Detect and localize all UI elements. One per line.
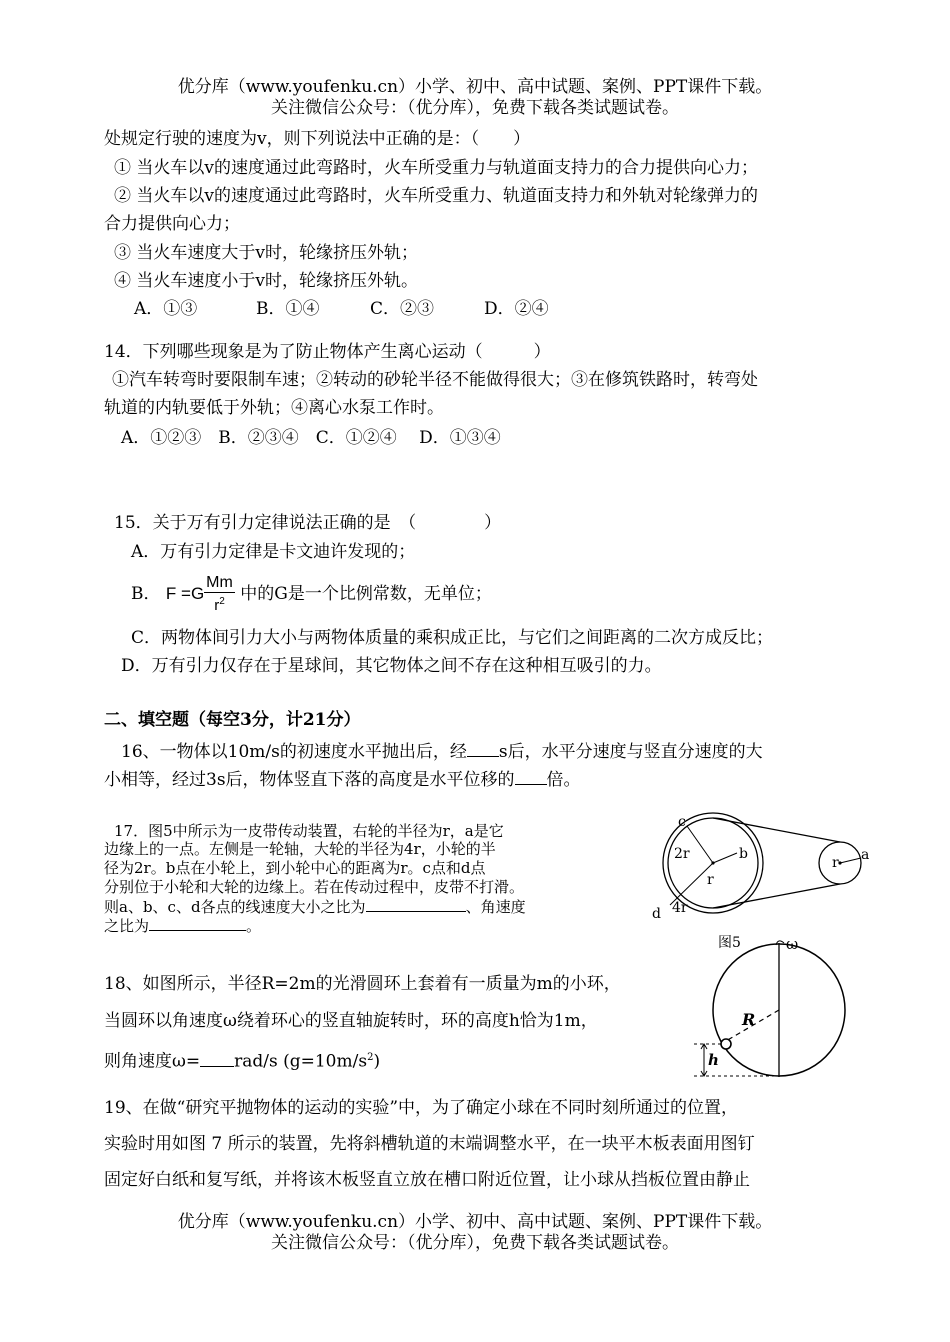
footer-line-1: 优分库（www.youfenku.cn）小学、初中、高中试题、案例、PPT课件下载。 — [177, 1212, 773, 1232]
q15-option-c: C．两物体间引力大小与两物体质量的乘积成正比，与它们之间距离的二次方成反比； — [131, 628, 774, 648]
label-omega: ω — [786, 935, 799, 953]
q19-line-3: 固定好白纸和复写纸，并将该木板竖直立放在槽口附近位置，让小球从挡板位置由静止 — [104, 1170, 750, 1190]
q16-blank-1[interactable] — [467, 740, 499, 757]
q18-line-2: 当圆环以角速度ω绕着环心的竖直轴旋转时，环的高度h恰为1m， — [104, 1011, 598, 1031]
center-dot-right — [838, 861, 841, 864]
q17-line-3: 径为2r。b点在小轮上，到小轮中心的距离为r。c点和d点 — [104, 859, 486, 877]
q15-stem: 15．关于万有引力定律说法正确的是 （ ） — [114, 513, 502, 533]
label-a: a — [861, 847, 870, 863]
q13-statement-3: ③ 当火车速度大于v时，轮缘挤压外轨； — [114, 243, 419, 263]
radius-to-c — [687, 826, 713, 863]
q18-blank[interactable] — [200, 1050, 234, 1067]
q18-line-3: 则角速度ω= rad/s $(g=10m/s^2)$ — [104, 1051, 381, 1072]
small-ring-bead — [721, 1039, 731, 1049]
q15-formula-numerator: Mm — [206, 574, 233, 591]
q16-line-1: 16、一物体以10m/s的初速度水平抛出后，经 s后，水平分速度与竖直分速度的大 — [121, 742, 763, 762]
q15-formula-lhs: F =G — [165, 584, 205, 603]
q14-body-1: ①汽车转弯时要限制车速；②转动的砂轮半径不能做得很大；③在修筑铁路时，转弯处 — [112, 370, 758, 390]
q13-option-c: C．②③ — [370, 299, 435, 319]
q16-blank-2[interactable] — [515, 768, 547, 785]
q13-statement-2a: ② 当火车以v的速度通过此弯路时，火车所受重力、轨道面支持力和外轨对轮缘弹力的 — [114, 186, 759, 206]
q15-option-b-prefix: B． — [131, 584, 161, 604]
belt-top — [713, 818, 840, 842]
radius-to-b — [713, 853, 737, 863]
label-r-right: r — [832, 855, 839, 871]
q17-line-1: 17．图5中所示为一皮带传动装置，右轮的半径为r，a是它 — [114, 822, 504, 840]
figure-5-belt-drive — [640, 808, 880, 951]
header-line-1: 优分库（www.youfenku.cn）小学、初中、高中试题、案例、PPT课件下载。 — [177, 77, 773, 97]
q13-statement-2b: 合力提供向心力； — [104, 214, 240, 234]
label-d: d — [652, 906, 661, 922]
q19-line-1: 19、在做“研究平抛物体的运动的实验”中，为了确定小球在不同时刻所通过的位置， — [104, 1098, 739, 1118]
figure-rotating-ring — [690, 935, 855, 1085]
label-c: c — [678, 814, 686, 830]
q14-options: A．①②③ B．②③④ C．①②④ D．①③④ — [121, 428, 501, 448]
section-2-title: 二、填空题（每空3分，计21分） — [104, 710, 361, 730]
q15-option-b-suffix: 中的G是一个比例常数，无单位； — [240, 584, 492, 604]
q15-option-d: D．万有引力仅存在于星球间，其它物体之间不存在这种相互吸引的力。 — [121, 656, 662, 676]
header-line-2: 关注微信公众号：（优分库），免费下载各类试题试卷。 — [271, 98, 679, 118]
q19-line-2: 实验时用如图 7 所示的装置，先将斜槽轨道的末端调整水平，在一块平木板表面用图钉 — [104, 1134, 755, 1154]
q14-body-2: 轨道的内轨要低于外轨；④离心水泵工作时。 — [104, 398, 444, 418]
q17-line-4: 分别位于小轮和大轮的边缘上。若在传动过程中，皮带不打滑。 — [104, 878, 525, 896]
q13-option-b: B．①④ — [256, 299, 320, 319]
q15-formula-fraction — [204, 574, 235, 615]
q13-statement-1: ① 当火车以v的速度通过此弯路时，火车所受重力与轨道面支持力的合力提供向心力； — [114, 158, 759, 178]
q18-line-1: 18、如图所示，半径R=2m的光滑圆环上套着有一质量为m的小环， — [104, 974, 621, 994]
label-b: b — [739, 846, 748, 862]
q16-line-2: 小相等，经过3s后，物体竖直下落的高度是水平位移的 倍。 — [104, 770, 581, 790]
q17-line-2: 边缘上的一点。左侧是一轮轴，大轮的半径为4r，小轮的半 — [104, 840, 496, 858]
label-h: h — [708, 1051, 719, 1069]
q13-option-d: D．②④ — [484, 299, 549, 319]
label-4r: 4r — [672, 900, 688, 916]
q15-option-a: A．万有引力定律是卡文迪许发现的； — [131, 542, 416, 562]
center-dot-left — [711, 861, 714, 864]
radius-to-a — [840, 858, 861, 863]
figure-5-caption: 图5 — [718, 935, 741, 951]
q17-blank-1[interactable] — [366, 897, 466, 912]
label-2r: 2r — [674, 846, 690, 862]
q13-stem: 处规定行驶的速度为v，则下列说法中正确的是：（ ） — [104, 129, 531, 149]
q15-formula-denominator: $r^2$ — [214, 596, 225, 614]
q17-blank-2[interactable] — [149, 916, 246, 931]
label-r-center: r — [707, 872, 714, 888]
q13-statement-4: ④ 当火车速度小于v时，轮缘挤压外轨。 — [114, 271, 419, 291]
q13-option-a: A．①③ — [134, 299, 198, 319]
belt-bottom — [713, 884, 840, 908]
label-R: R — [742, 1010, 756, 1029]
q14-stem: 14．下列哪些现象是为了防止物体产生离心运动（ ） — [104, 342, 551, 362]
q15-option-b — [131, 572, 492, 616]
footer-line-2: 关注微信公众号：（优分库），免费下载各类试题试卷。 — [271, 1233, 679, 1253]
q17-line-6: 之比为 。 — [104, 917, 262, 935]
q17-line-5: 则a、b、c、d各点的线速度大小之比为 、角速度 — [104, 898, 526, 916]
